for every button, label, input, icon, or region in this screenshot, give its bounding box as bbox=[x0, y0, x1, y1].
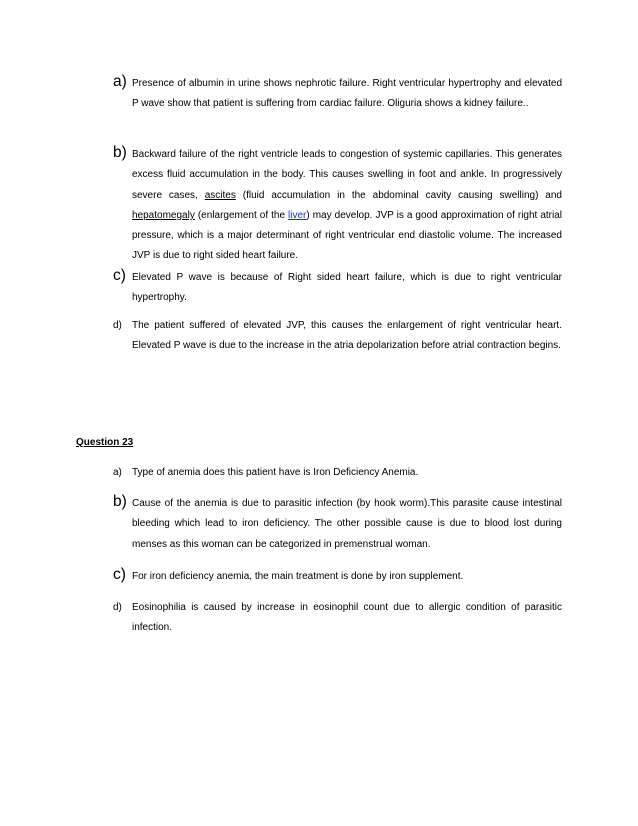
item-marker: d) bbox=[113, 320, 122, 331]
item-text: Backward failure of the right ventricle leads to congestion of systemic capillaries. This generates excess fluid accumulation in the body. This causes swelling in foot and ankle. In progressively severe cases, ascites (fluid accumulation in the abdominal cavity causing swelling) and hepatomegaly (enlargement of the liver) may develop. JVP is a good approximation of right atrial pressure, which is a major determinant of right ventricular end diastolic volume. The increased JVP is due to right sided heart failure. bbox=[132, 149, 563, 262]
item-marker: b) bbox=[113, 144, 127, 161]
item-marker: b) bbox=[113, 493, 127, 510]
item-marker: d) bbox=[113, 602, 122, 613]
item-marker: c) bbox=[113, 267, 126, 284]
item-marker: a) bbox=[113, 467, 122, 478]
item-text: Presence of albumin in urine shows nephrotic failure. Right ventricular hypertrophy and elevated P wave show that patient is suffering from cardiac failure. Oliguria shows a kidney failure.. bbox=[132, 78, 562, 110]
hepatomegaly-link[interactable]: hepatomegaly bbox=[132, 209, 195, 221]
item-marker: a) bbox=[113, 73, 127, 90]
item-text: Elevated P wave is because of Right sided heart failure, which is due to right ventricular hypertrophy. bbox=[132, 272, 562, 304]
item-text: Eosinophilia is caused by increase in eosinophil count due to allergic condition of parasitic infection. bbox=[132, 602, 562, 634]
item-text: Type of anemia does this patient have is Iron Deficiency Anemia. bbox=[132, 467, 419, 478]
liver-link[interactable]: liver bbox=[288, 209, 307, 221]
item-text: The patient suffered of elevated JVP, this causes the enlargement of right ventricular heart. Elevated P wave is due to the increase in the atria depolarization before atrial contraction begins. bbox=[132, 320, 562, 352]
item-text: For iron deficiency anemia, the main treatment is done by iron supplement. bbox=[132, 571, 464, 582]
question-heading: Question 23 bbox=[76, 437, 134, 448]
item-text: Cause of the anemia is due to parasitic infection (by hook worm).This parasite cause intestinal bleeding which lead to iron deficiency. The other possible cause is due to blood lost during menses as this woman can be categorized in premenstrual woman. bbox=[132, 498, 562, 550]
ascites-link[interactable]: ascites bbox=[204, 189, 236, 201]
item-marker: c) bbox=[113, 566, 126, 583]
